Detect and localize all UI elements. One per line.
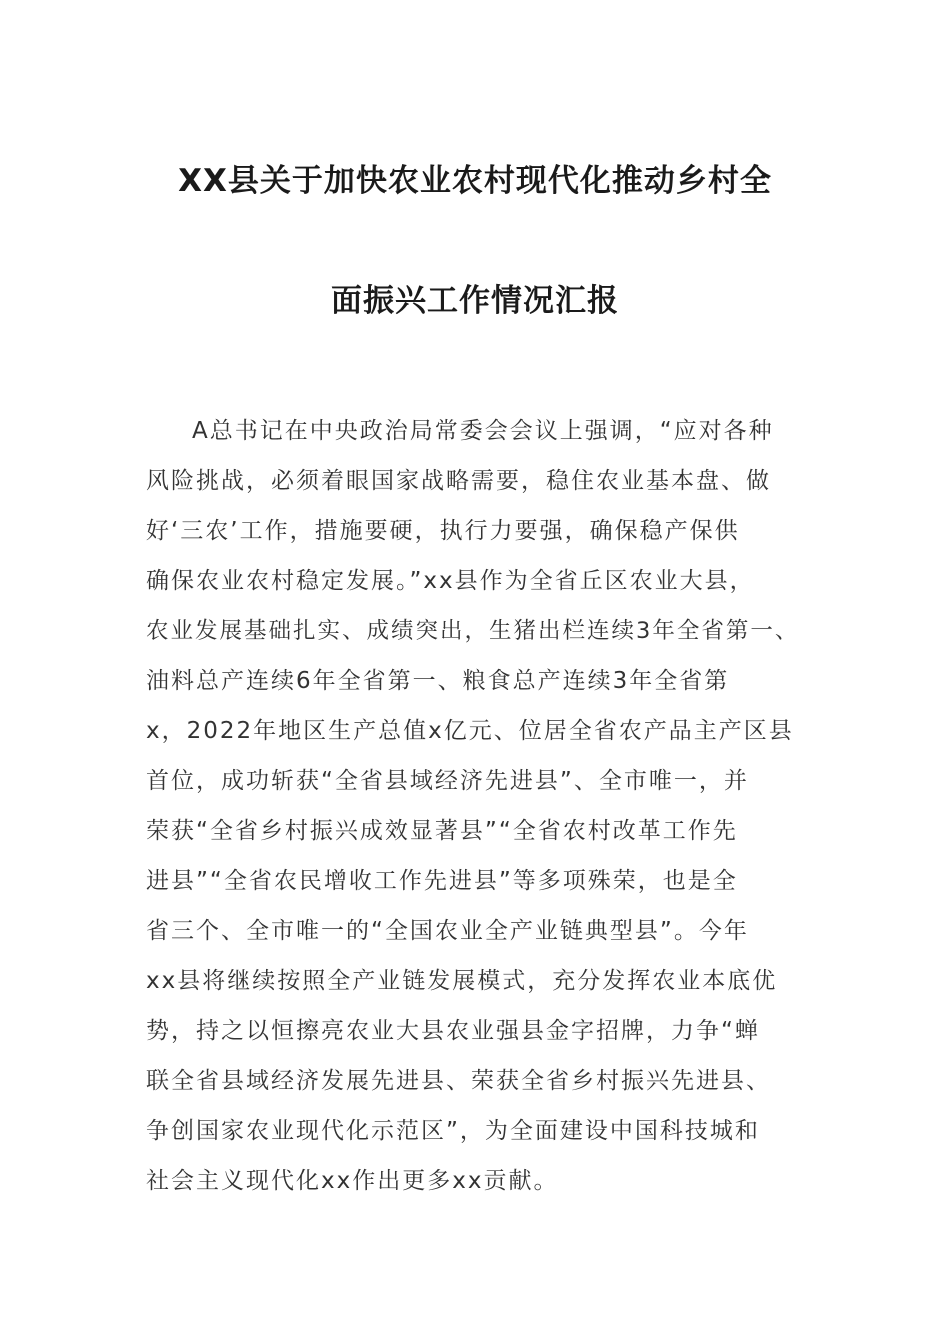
paragraph-line: 荣获“全省乡村振兴成效显著县”“全省农村改革工作先: [146, 818, 738, 844]
paragraph-line: 进县”“全省农民增收工作先进县”等多项殊荣，也是全: [146, 868, 738, 894]
paragraph-line: 社会主义现代化xx作出更多xx贡献。: [146, 1168, 559, 1194]
paragraph-line: xx县将继续按照全产业链发展模式，充分发挥农业本底优: [146, 968, 778, 994]
paragraph-line: 势，持之以恒擦亮农业大县农业强县金字招牌，力争“蝉: [146, 1018, 760, 1044]
document-title-line-1: XX县关于加快农业农村现代化推动乡村全: [178, 163, 772, 199]
paragraph-line: 首位，成功斩获“全省县域经济先进县”、全市唯一，并: [146, 768, 749, 794]
paragraph-line: x，2022年地区生产总值x亿元、位居全省农产品主产区县: [146, 718, 794, 744]
paragraph-line: 油料总产连续6年全省第一、粮食总产连续3年全省第: [146, 668, 730, 694]
paragraph-line: 确保农业农村稳定发展。”xx县作为全省丘区农业大县，: [146, 568, 755, 594]
paragraph-line: 农业发展基础扎实、成绩突出，生猪出栏连续3年全省第一、: [146, 618, 800, 644]
paragraph-line: 争创国家农业现代化示范区”，为全面建设中国科技城和: [146, 1118, 760, 1144]
paragraph-line: 省三个、全市唯一的“全国农业全产业链典型县”。今年: [146, 918, 749, 944]
paragraph-line: 联全省县域经济发展先进县、荣获全省乡村振兴先进县、: [146, 1068, 771, 1094]
body-paragraph: [146, 406, 806, 1206]
paragraph-line: 风险挑战，必须着眼国家战略需要，稳住农业基本盘、做: [146, 468, 771, 494]
paragraph-line: A总书记在中央政治局常委会会议上强调，“应对各种: [192, 418, 774, 444]
document-title-line-2: 面振兴工作情况汇报: [331, 283, 619, 319]
paragraph-line: 好‘三农’工作，措施要硬，执行力要强，确保稳产保供: [146, 518, 740, 544]
